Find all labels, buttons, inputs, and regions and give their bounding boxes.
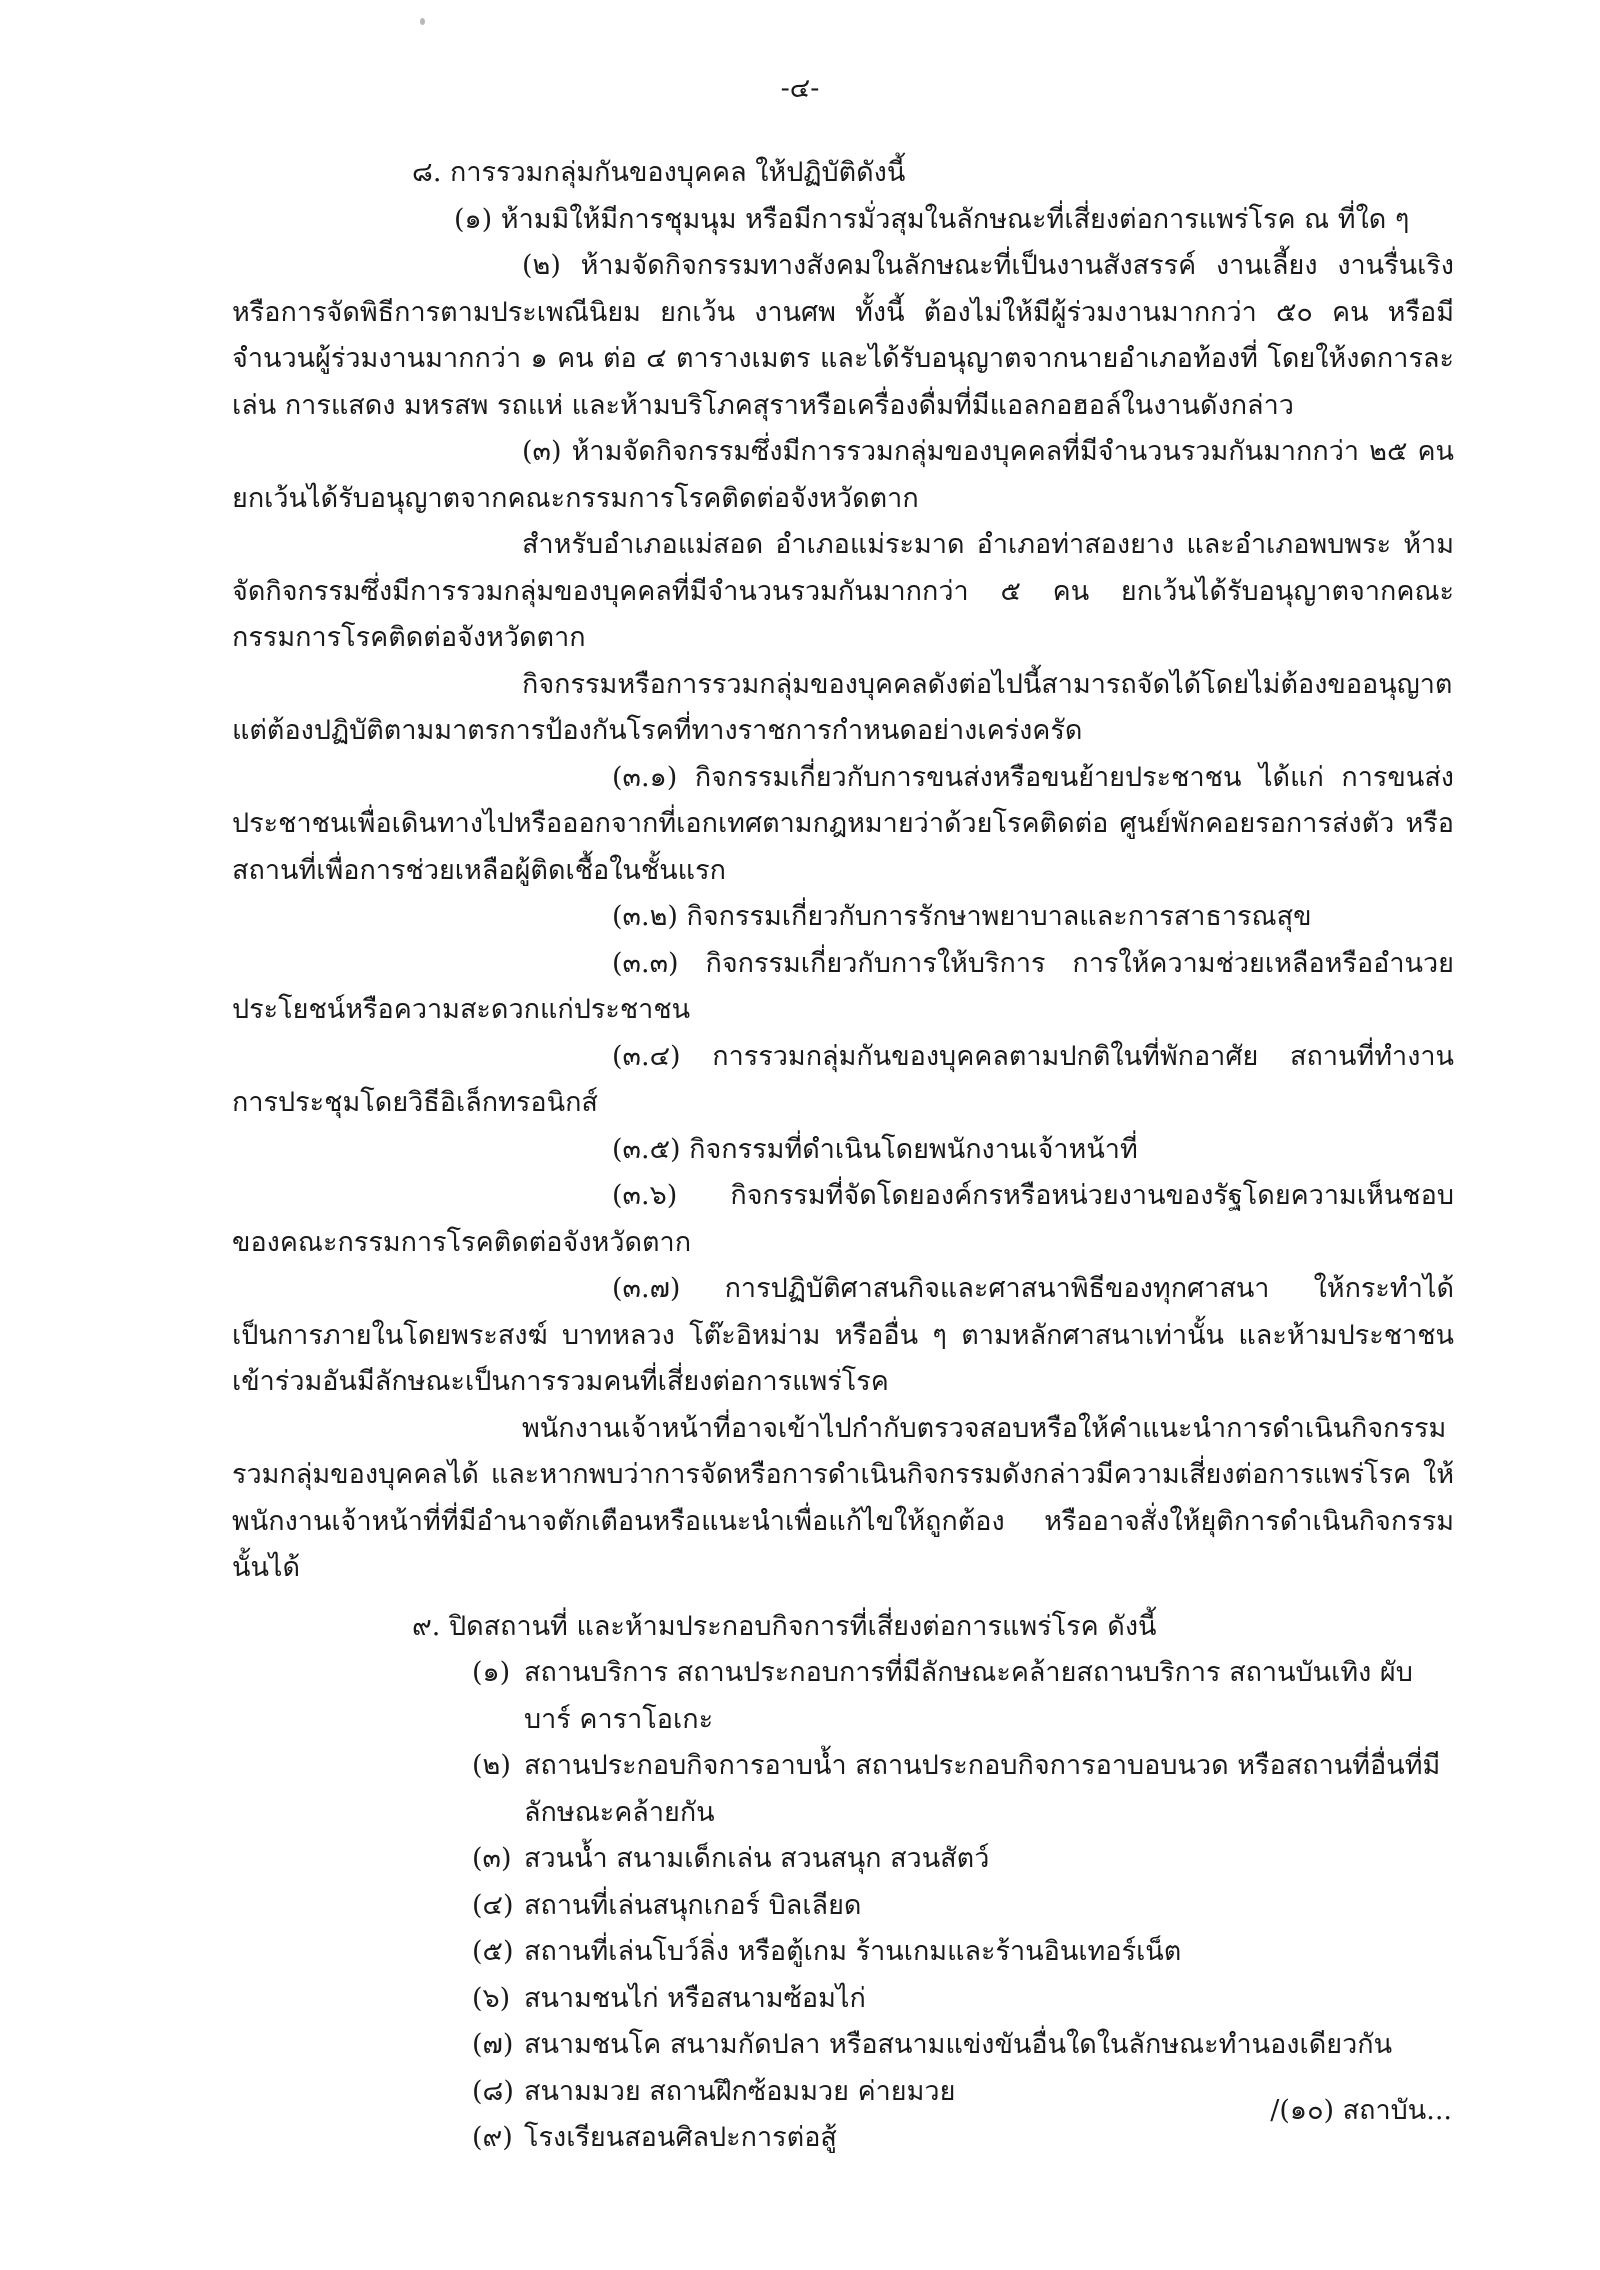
section8-item3: (๓) ห้ามจัดกิจกรรมซึ่งมีการรวมกลุ่มของบุคคลที่มีจำนวนรวมกันมากกว่า ๒๕ คน ยกเว้นได้รับอนุญาตจากคณะกรรมการโรคติดต่อจังหวัดตาก: [232, 436, 1454, 514]
scan-speck: [420, 18, 425, 25]
list-item: (๔) สถานที่เล่นสนุกเกอร์ บิลเลียด: [472, 1889, 862, 1921]
list-item: (๒) สถานประกอบกิจการอาบน้ำ สถานประกอบกิจการอาบอบนวด หรือสถานที่อื่นที่มีลักษณะคล้ายกัน: [472, 1750, 1441, 1828]
section8-sub34: (๓.๔) การรวมกลุ่มกันของบุคคลตามปกติในที่พักอาศัย สถานที่ทำงาน การประชุมโดยวิธีอิเล็กทรอนิกส์: [232, 1040, 1454, 1118]
list-item: (๘) สนามมวย สถานฝึกซ้อมมวย ค่ายมวย: [472, 2075, 956, 2107]
section8-sub36: (๓.๖) กิจกรรมที่จัดโดยองค์กรหรือหน่วยงานของรัฐโดยความเห็นชอบของคณะกรรมการโรคติดต่อจังหวัดตาก: [232, 1180, 1454, 1258]
section8-item2: (๒) ห้ามจัดกิจกรรมทางสังคมในลักษณะที่เป็นงานสังสรรค์ งานเลี้ยง งานรื่นเริง หรือการจัดพิธีการตามประเพณีนิยม ยกเว้น งานศพ ทั้งนี้ ต้องไม่ให้มีผู้ร่วมงานมากกว่า ๕๐ คน หรือมีจำนวนผู้ร่วมงานมากกว่า ๑ คน ต่อ ๔ ตารางเมตร และได้รับอนุญาตจากนายอำเภอท้องที่ โดยให้งดการละเล่น การแสดง มหรสพ รถแห่ และห้ามบริโภคสุราหรือเครื่องดื่มที่มีแอลกอฮอล์ในงานดังกล่าว: [232, 250, 1454, 421]
section8-sub32: (๓.๒) กิจกรรมเกี่ยวกับการรักษาพยาบาลและการสาธารณสุข: [612, 901, 1312, 932]
document-body: [232, 150, 1454, 2162]
section8-sub37: (๓.๗) การปฏิบัติศาสนกิจและศาสนาพิธีของทุกศาสนา ให้กระทำได้เป็นการภายในโดยพระสงฆ์ บาทหลวง โต๊ะอิหม่าม หรืออื่น ๆ ตามหลักศาสนาเท่านั้น และห้ามประชาชนเข้าร่วมอันมีลักษณะเป็นการรวมคนที่เสี่ยงต่อการแพร่โรค: [232, 1273, 1454, 1397]
section9-list: [232, 1650, 1454, 2162]
section8-sub31: (๓.๑) กิจกรรมเกี่ยวกับการขนส่งหรือขนย้ายประชาชน ได้แก่ การขนส่งประชาชนเพื่อเดินทางไปหรือออกจากที่เอกเทศตามกฎหมายว่าด้วยโรคติดต่อ ศูนย์พักคอยรอการส่งตัว หรือสถานที่เพื่อการช่วยเหลือผู้ติดเชื้อในชั้นแรก: [232, 761, 1454, 886]
section9-heading: ๙. ปิดสถานที่ และห้ามประกอบกิจการที่เสี่ยงต่อการแพร่โรค ดังนี้: [412, 1610, 1157, 1642]
list-item: (๖) สนามชนไก่ หรือสนามซ้อมไก่: [472, 1982, 866, 2014]
list-item: (๕) สถานที่เล่นโบว์ลิ่ง หรือตู้เกม ร้านเกมและร้านอินเทอร์เน็ต: [472, 1936, 1182, 1967]
list-item: (๙) โรงเรียนสอนศิลปะการต่อสู้: [472, 2122, 837, 2153]
section8-item3-districts: สำหรับอำเภอแม่สอด อำเภอแม่ระมาด อำเภอท่าสองยาง และอำเภอพบพระ ห้ามจัดกิจกรรมซึ่งมีการรวมกลุ่มของบุคคลที่มีจำนวนรวมกันมากกว่า ๕ คน ยกเว้นได้รับอนุญาตจากคณะกรรมการโรคติดต่อจังหวัดตาก: [232, 529, 1454, 653]
list-item: (๗) สนามชนโค สนามกัดปลา หรือสนามแข่งขันอื่นใดในลักษณะทำนองเดียวกัน: [472, 2029, 1393, 2060]
section8-sub35: (๓.๕) กิจกรรมที่ดำเนินโดยพนักงานเจ้าหน้าที่: [612, 1133, 1138, 1165]
section8-item1: (๑) ห้ามมิให้มีการชุมนุม หรือมีการมั่วสุมในลักษณะที่เสี่ยงต่อการแพร่โรค ณ ที่ใด ๆ: [454, 203, 1410, 235]
list-item: (๑) สถานบริการ สถานประกอบการที่มีลักษณะคล้ายสถานบริการ สถานบันเทิง ผับ บาร์ คาราโอเกะ: [472, 1657, 1413, 1735]
section8-sub33: (๓.๓) กิจกรรมเกี่ยวกับการให้บริการ การให้ความช่วยเหลือหรืออำนวยประโยชน์หรือความสะดวกแก่ประชาชน: [232, 947, 1454, 1025]
page-number: -๔-: [780, 73, 820, 104]
section8-exempt-intro: กิจกรรมหรือการรวมกลุ่มของบุคคลดังต่อไปนี้สามารถจัดได้โดยไม่ต้องขออนุญาต แต่ต้องปฏิบัติตามมาตรการป้องกันโรคที่ทางราชการกำหนดอย่างเคร่งครัด: [232, 668, 1453, 746]
next-page-marker: /(๑๐) สถาบัน...: [1270, 2095, 1452, 2126]
section8-heading: ๘. การรวมกลุ่มกันของบุคคล ให้ปฏิบัติดังนี้: [412, 157, 906, 188]
section8-officer-note: พนักงานเจ้าหน้าที่อาจเข้าไปกำกับตรวจสอบหรือให้คำแนะนำการดำเนินกิจกรรมรวมกลุ่มของบุคคลได้ และหากพบว่าการจัดหรือการดำเนินกิจกรรมดังกล่าวมีความเสี่ยงต่อการแพร่โรค ให้พนักงานเจ้าหน้าที่ที่มีอำนาจตักเตือนหรือแนะนำเพื่อแก้ไขให้ถูกต้อง หรืออาจสั่งให้ยุติการดำเนินกิจกรรมนั้นได้: [232, 1412, 1454, 1583]
list-item: (๓) สวนน้ำ สนามเด็กเล่น สวนสนุก สวนสัตว์: [472, 1843, 990, 1874]
